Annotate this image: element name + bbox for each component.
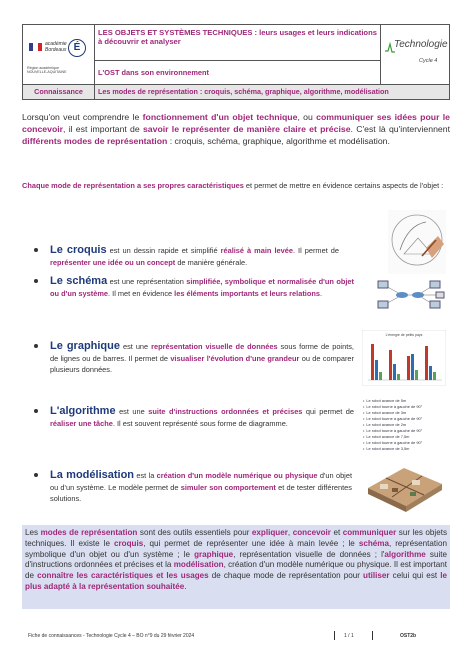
list-item-algorithme: L'algorithme est une suite d'instructions ordonnées et précises qui permet de réaliser une tâche. Il est souvent représenté sous forme de diagramme. [34,404,354,430]
list-item-graphique: Le graphique est une représentation visuelle de données sous forme de points, de lignes ou de barres. Il permet de visualiser l'évolution d'une grandeur ou de comparer plusieurs données. [34,339,354,375]
sheet-code: OST2b [400,633,417,639]
summary-box: Les modes de représentation sont des outils essentiels pour expliquer, concevoir et communiquer sur les objets techniques. Il existe le croquis, qui permet de représenter une idée à main levée ; le schéma, représentation symbolique d'un objet ou d'un système ; le graphique, représentation visuelle de données ; l'algorithme suite d'instructions ordonnées et précises et la modélisation, création d'un modèle numérique ou physique. Il est important de connaître les caractéristiques et les usages de chaque mode de représentation pour utiliser celui qui est le plus adapté à la représentation souhaitée. [22,525,450,609]
page-number: 1 / 1 [344,633,354,639]
algo-step: • Le robot avance de 3m [363,410,406,415]
algo-step: • Le robot avance de 7,5m [363,434,409,439]
sheet-title: LES OBJETS ET SYSTÈMES TECHNIQUES : leurs usages et leurs indications à découvrir et analyser [95,25,381,61]
3d-house-model-image [364,458,446,514]
sheet-subtitle: L'OST dans son environnement [95,61,381,85]
header-table [22,24,450,100]
bar-graph-image [362,330,446,386]
algo-step: • Le robot avance de 2m [363,422,406,427]
topic-label: Les modes de représentation : croquis, schéma, graphique, algorithme, modélisation [95,85,449,99]
region-label: Région académique NOUVELLE-AQUITAINE [27,66,67,75]
french-flag-icon [29,43,42,51]
algo-step: • Le robot avance de 5m [363,398,406,403]
intro-paragraph: Lorsqu'on veut comprendre le fonctionnement d'un objet technique, ou communiquer ses idées pour le concevoir, il est important de savoir le représenter de manière claire et précise. C'est là qu'interviennent différents modes de représentation : croquis, schéma, graphique, algorithme et modélisation. [22,112,451,146]
sketch-hand-image [388,210,446,274]
academy-e-logo: É [68,39,86,57]
academy-logo [23,25,95,85]
brand-name: Technologie [394,39,448,50]
footer-source: Fiche de connaissances - Technologie Cycle 4 – BO n°9 du 29 février 2024 [28,633,195,639]
algo-step: • Le robot tourne à gauche de 90° [363,416,422,421]
list-item-croquis: Le croquis est un dessin rapide et simplifié réalisé à main levée. Il permet de représenter une idée ou un concept de manière générale. [34,243,339,269]
algo-step: • Le robot tourne à gauche de 90° [363,428,422,433]
lead-paragraph: Chaque mode de représentation a ses propres caractéristiques et permet de mettre en évidence certains aspects de l'objet : [22,181,444,190]
graph-title: L'énergie de petits pays [385,333,423,337]
algo-step: • Le robot tourne à gauche de 90° [363,440,422,445]
cycle-label: Cycle 4 [419,58,438,64]
technologie-logo [381,25,449,85]
algo-step: • Le robot tourne à gauche de 90° [363,404,422,409]
network-diagram-image [372,277,446,313]
algo-step: • Le robot avance de 3,5m [363,446,409,451]
category-label: Connaissance [23,85,95,99]
list-item-schema: Le schéma est une représentation simplifiée, symbolique et normalisée d'un objet ou d'un système. Il met en évidence les éléments importants et leurs relations. [34,274,354,300]
academy-name: académie Bordeaux [45,41,67,53]
list-item-modelisation: La modélisation est la création d'un modèle numérique ou physique d'un objet ou d'un système. Le modèle permet de simuler son comportement et de tester différentes solutions. [34,468,352,504]
